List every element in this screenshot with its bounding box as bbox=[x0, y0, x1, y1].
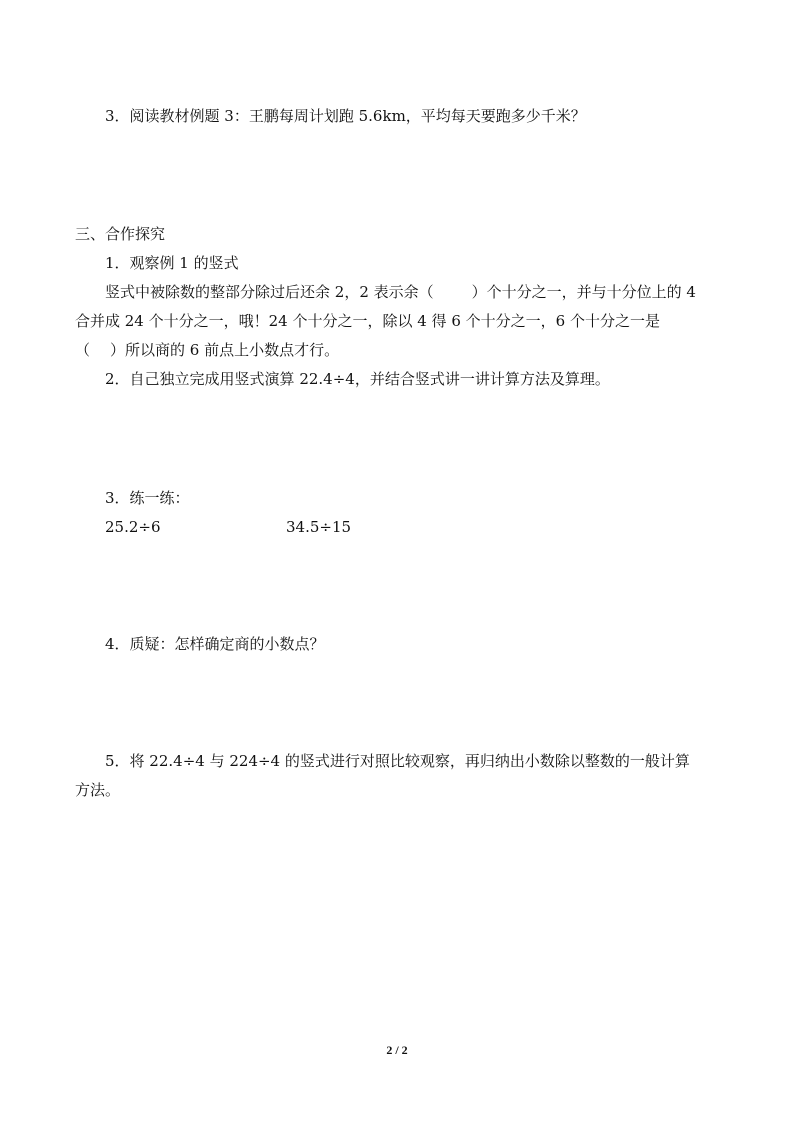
item1-title: 1．观察例 1 的竖式 bbox=[105, 254, 239, 272]
item5-paragraph-line2: 方法。 bbox=[75, 781, 121, 799]
item1-paragraph-line1-part-a: 竖式中被除数的整部分除过后还余 2，2 表示余（ bbox=[105, 283, 434, 301]
item1-paragraph-line3 bbox=[75, 340, 339, 360]
item1-paragraph-line1-part-b: ）个十分之一，并与十分位上的 4 bbox=[471, 283, 696, 301]
practice-exercise-1: 25.2÷6 bbox=[105, 518, 161, 536]
item4-question: 4．质疑：怎样确定商的小数点？ bbox=[105, 635, 325, 653]
item3-practice-title: 3．练一练： bbox=[105, 489, 190, 507]
item1-paragraph-line1 bbox=[105, 282, 696, 302]
q3-read-textbook: 3．阅读教材例题 3：王鹏每周计划跑 5.6km，平均每天要跑多少千米？ bbox=[105, 107, 586, 125]
item1-paragraph-line3-part-a: （ bbox=[75, 341, 91, 359]
item5-paragraph-line1: 5．将 22.4÷4 与 224÷4 的竖式进行对照比较观察，再归纳出小数除以整数的一般计算 bbox=[105, 752, 690, 770]
practice-exercise-2: 34.5÷15 bbox=[286, 518, 352, 536]
item2-independent-calculation: 2．自己独立完成用竖式演算 22.4÷4，并结合竖式讲一讲计算方法及算理。 bbox=[105, 370, 610, 388]
item1-paragraph-line2: 合并成 24 个十分之一，哦！24 个十分之一，除以 4 得 6 个十分之一，6 个十分之一是 bbox=[75, 312, 660, 330]
page-number: 2 / 2 bbox=[386, 1043, 408, 1057]
item1-paragraph-line3-part-b: ）所以商的 6 前点上小数点才行。 bbox=[110, 341, 340, 359]
section-heading-cooperative-inquiry: 三、合作探究 bbox=[75, 225, 166, 243]
